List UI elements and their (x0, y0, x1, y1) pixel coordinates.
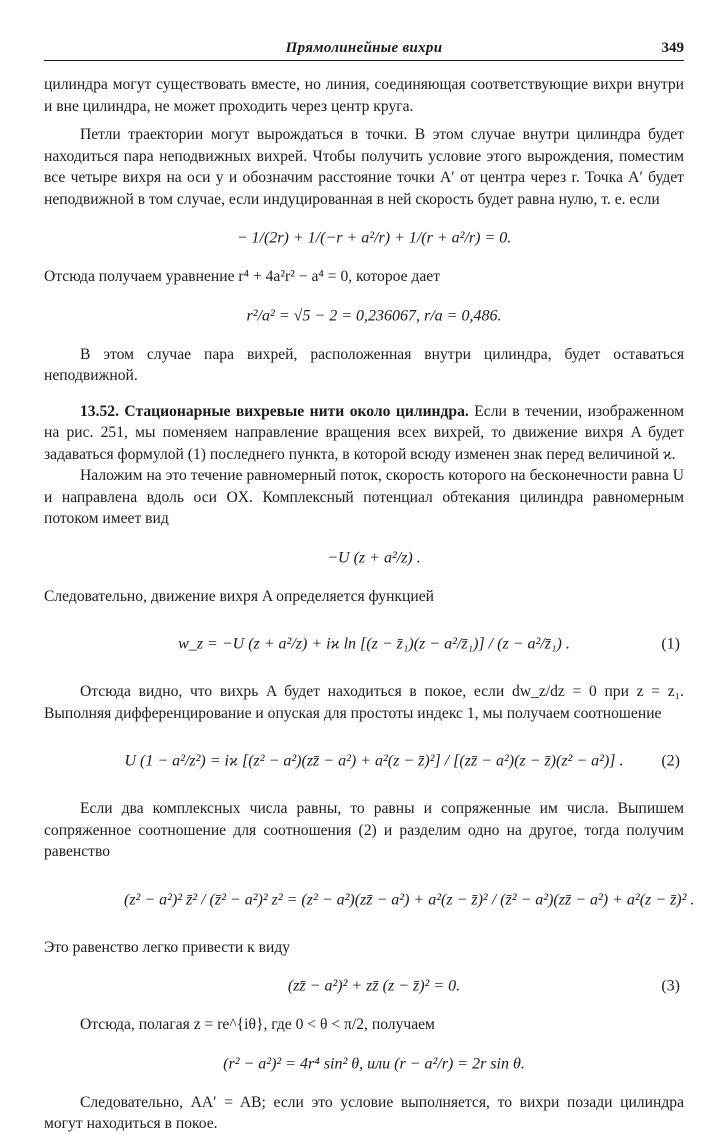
equation-text: (r² − a²)² = 4r⁴ sin² θ, или (r − a²/r) = 2r sin θ. (223, 1054, 525, 1072)
paragraph-conjugate: Если два комплексных числа равны, то равны и сопряженные им числа. Выпишем сопряженное соотношение для соотношения (2) и разделим одно на другое, тогда получим равенство (44, 800, 684, 860)
paragraph-stationary-pair: В этом случае пара вихрей, расположенная внутри цилиндра, будет оставаться неподвижной. (44, 345, 684, 384)
equation-final (44, 1044, 684, 1084)
paragraph-conclusion: Следовательно, AA′ = AB; если это условие выполняется, то вихри позади цилиндра могут находиться в покое. (44, 1093, 684, 1132)
paragraph-continuation: цилиндра могут существовать вместе, но линия, соединяющая соответствующие вихри внутри и вне цилиндра, не может проходить через центр круга. (44, 76, 684, 115)
equation-text: U (1 − a²/z²) = iϰ [(z² − a²)(zz̄ − a²) + a²(z − z̄)²] / [(zz̄ − a²)(z − z̄)(z² − a²)] . (124, 752, 624, 770)
equation-potential (44, 538, 684, 578)
equation-text: (z² − a²)² z̄² / (z̄² − a²)² z² = (z² − a²)(zz̄ − a²) + a²(z − z̄)² / (z̄² − a²)(zz̄ − a²) + a²(z − z̄)² . (124, 890, 695, 908)
equation-text: r²/a² = √5 − 2 = 0,236067, r/a = 0,486. (246, 306, 502, 324)
paragraph-rest-condition: Отсюда видно, что вихрь A будет находиться в покое, если dw_z/dz = 0 при z = z₁. Выполняя дифференцирование и опуская для простоты индекс 1, мы получаем соотношение (44, 683, 684, 722)
equation-1 (44, 615, 684, 673)
equation-2 (44, 732, 684, 790)
paragraph-polar-substitution: Отсюда, полагая z = re^{iθ}, где 0 < θ < π/2, получаем (80, 1016, 435, 1033)
equation-ratio (44, 871, 695, 929)
paragraph-equation-intro: Отсюда получаем уравнение r⁴ + 4a²r² − a⁴ = 0, которое дает (44, 268, 441, 285)
section-title: 13.52. Стационарные вихревые нити около цилиндра. (80, 402, 469, 420)
paragraph-uniform-flow: Наложим на это течение равномерный поток, скорость которого на бесконечности равна U и направлена вдоль оси OX. Комплексный потенциал обтекания цилиндра равномерным потоком имеет вид (44, 467, 684, 527)
equation-text: −U (z + a²/z) . (327, 548, 421, 566)
paragraph-reduce: Это равенство легко привести к виду (44, 938, 291, 956)
equation-text: w_z = −U (z + a²/z) + iϰ ln [(z − z̄₁)(z − a²/z̄₁)] / (z − a²/z̄₁) . (178, 635, 570, 653)
equation-rest-condition (44, 218, 684, 258)
equation-values (44, 296, 684, 336)
equation-text: (zz̄ − a²)² + zz̄ (z − z̄)² = 0. (287, 977, 461, 995)
paragraph-degenerate-loops: Петли траектории могут вырождаться в точки. В этом случае внутри цилиндра будет находиться пара неподвижных вихрей. Чтобы получить условие этого вырождения, поместим все четыре вихря на оси y и обозначим расстояние точки A′ от центра через r. Точка A′ будет неподвижной в том случае, если индуцированная в ней скорость будет равна нулю, т. е. если (44, 126, 684, 208)
page-number: 349 (661, 40, 684, 56)
section-text: Если в течении, изображенном на рис. 251, мы поменяем направление вращения всех вихрей, то движение вихря A будет задаваться формулой (1) последнего пункта, в которой всюду изменен знак перед величиной ϰ. (44, 402, 684, 463)
equation-number: (1) (661, 635, 680, 653)
paragraph-vortex-function: Следовательно, движение вихря A определяется функцией (44, 587, 434, 605)
page-header (44, 38, 684, 61)
running-title: Прямолинейные вихри (285, 40, 443, 56)
equation-text: − 1/(2r) + 1/(−r + a²/r) + 1/(r + a²/r) = 0. (236, 229, 512, 247)
equation-3 (44, 966, 684, 1006)
section-13-52 (44, 401, 684, 466)
equation-number: (2) (661, 752, 680, 770)
page-body (44, 74, 695, 1135)
equation-number: (3) (661, 977, 680, 995)
